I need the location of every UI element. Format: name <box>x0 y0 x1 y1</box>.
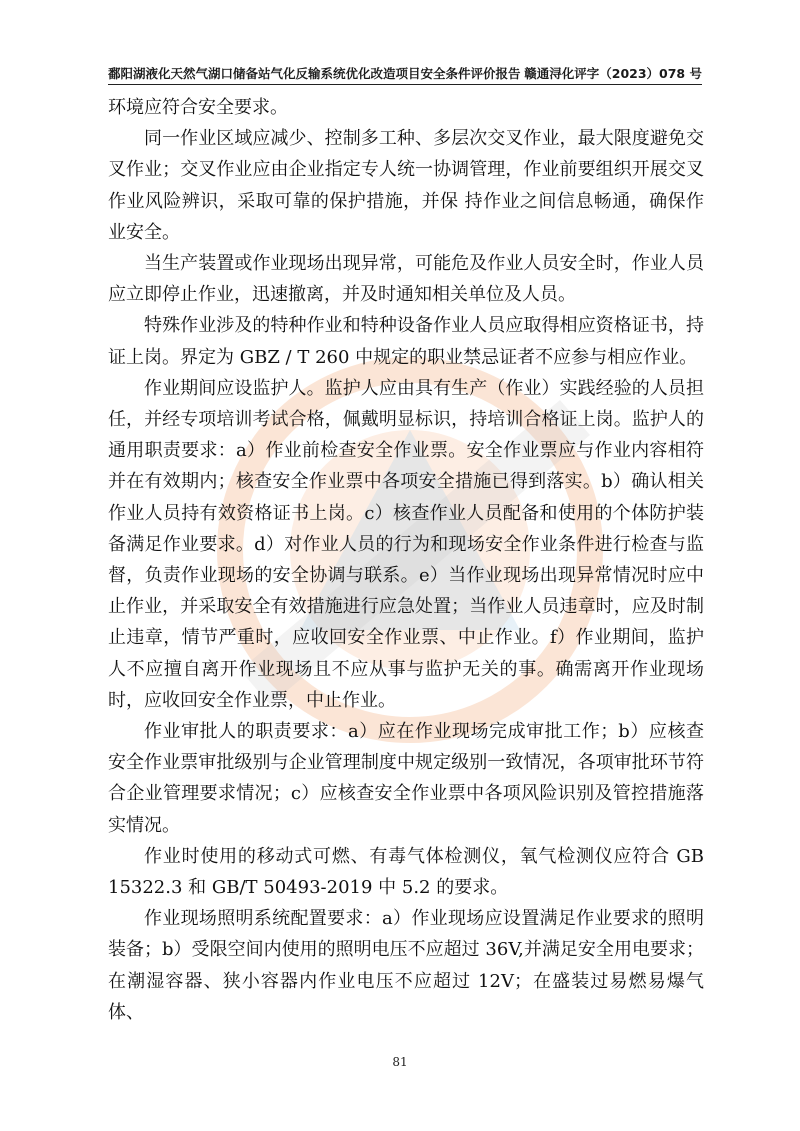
running-header <box>108 62 702 85</box>
document-number: 赣通浔化评字（2023）078 号 <box>524 66 702 81</box>
report-title: 鄱阳湖液化天然气湖口储备站气化反输系统优化改造项目安全条件评价报告 <box>108 66 521 81</box>
paragraph: 作业审批人的职责要求：a）应在作业现场完成审批工作；b）应核查安全作业票审批级别与企业管理制度中规定级别一致情况，各项审批环节符合企业管理要求情况；c）应核查安全作业票中各项风险识别及管控措施落实情况。 <box>108 721 704 836</box>
paragraph: 当生产装置或作业现场出现异常，可能危及作业人员安全时，作业人员应立即停止作业，迅速撤离，并及时通知相关单位及人员。 <box>108 253 704 306</box>
paragraph: 作业期间应设监护人。监护人应由具有生产（作业）实践经验的人员担任，并经专项培训考试合格，佩戴明显标识，持培训合格证上岗。监护人的通用职责要求：a）作业前检查安全作业票。安全作业票应与作业内容相符并在有效期内；核查安全作业票中各项安全措施已得到落实。b）确认相关作业人员持有效资格证书上岗。c）核查作业人员配备和使用的个体防护装备满足作业要求。d）对作业人员的行为和现场安全作业条件进行检查与监督，负责作业现场的安全协调与联系。e）当作业现场出现异常情况时应中止作业，并采取安全有效措施进行应急处置；当作业人员违章时，应及时制止违章，情节严重时，应收回安全作业票、中止作业。f）作业期间，监护人不应擅自离开作业现场且不应从事与监护无关的事。确需离开作业现场时，应收回安全作业票，中止作业。 <box>108 377 704 711</box>
paragraph: 特殊作业涉及的特种作业和特种设备作业人员应取得相应资格证书，持证上岗。界定为 GBZ / T 260 中规定的职业禁忌证者不应参与相应作业。 <box>108 315 704 368</box>
paragraph: 作业时使用的移动式可燃、有毒气体检测仪，氧气检测仪应符合 GB 15322.3 和 GB/T 50493-2019 中 5.2 的要求。 <box>108 845 704 899</box>
paragraph: 同一作业区域应减少、控制多工种、多层次交叉作业，最大限度避免交叉作业；交叉作业应由企业指定专人统一协调管理，作业前要组织开展交叉作业风险辨识，采取可靠的保护措施，并保 持作业之间信息畅通，确保作业安全。 <box>108 128 704 243</box>
paragraph: 环境应符合安全要求。 <box>108 97 288 118</box>
paragraph: 作业现场照明系统配置要求：a）作业现场应设置满足作业要求的照明装备；b）受限空间内使用的照明电压不应超过 36V,并满足安全用电要求；在潮湿容器、狭小容器内作业电压不应超过 12V；在盛装过易燃易爆气体、 <box>108 908 704 1023</box>
document-body <box>108 92 704 1028</box>
page-number: 81 <box>392 1055 408 1069</box>
